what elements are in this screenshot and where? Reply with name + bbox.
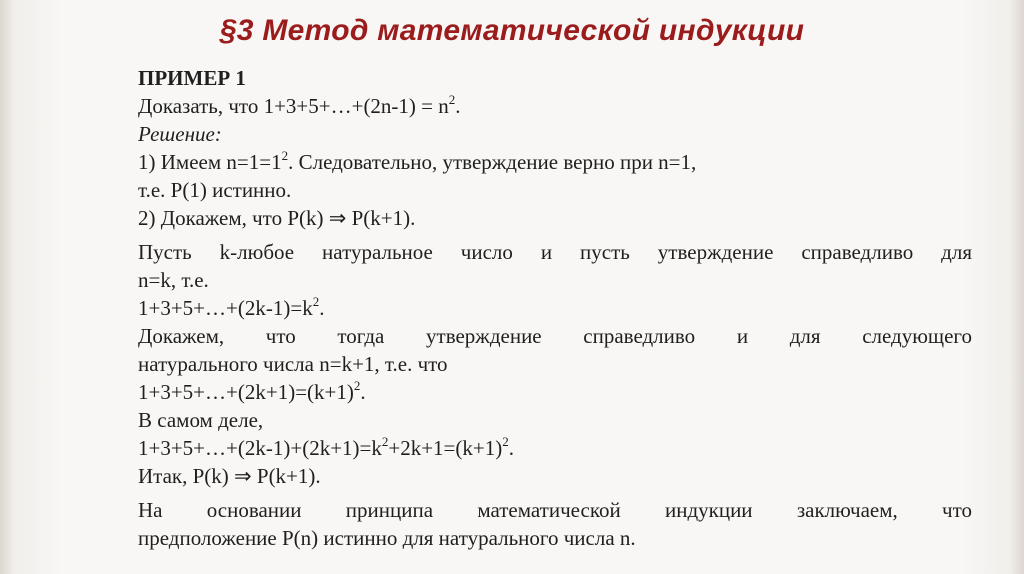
statement	[138, 92, 972, 120]
step1-tail: . Следовательно, утверждение верно при n=1,	[288, 150, 697, 174]
statement-tail: .	[455, 94, 461, 118]
eq-k1-sup: 2	[353, 378, 361, 393]
conclusion-line2: предположение P(n) истинно для натурального числа n.	[138, 526, 636, 550]
prove-next-line2: натурального числа n=k+1, т.е. что	[138, 352, 448, 376]
step2: 2) Докажем, что P(k) ⇒ P(k+1).	[138, 206, 416, 230]
eq-chain-tail: .	[508, 436, 514, 460]
step1-cont: т.е. P(1) истинно.	[138, 178, 292, 202]
eq-k1	[138, 378, 972, 406]
step1-sup: 2	[281, 148, 289, 163]
slide-title: §3 Метод математической индукции	[219, 14, 805, 47]
eq-k-text: 1+3+5+…+(2k-1)=k	[138, 296, 313, 320]
so: Итак, P(k) ⇒ P(k+1).	[138, 464, 321, 488]
assume-line2: n=k, т.е.	[138, 268, 209, 292]
assume-line1: Пусть k-любое натуральное число и пусть утверждение справедливо для	[138, 240, 972, 264]
eq-chain	[138, 434, 972, 462]
eq-k-tail: .	[319, 296, 325, 320]
slide-edge-left	[0, 0, 14, 574]
eq-k1-text: 1+3+5+…+(2k+1)=(k+1)	[138, 380, 354, 404]
slide-edge-right	[1010, 0, 1024, 574]
eq-k-sup: 2	[312, 294, 320, 309]
eq-k	[138, 294, 972, 322]
conclusion-line1: На основании принципа математической индукции заключаем, что	[138, 498, 972, 522]
solution-label: Решение:	[138, 122, 222, 146]
step1-text: 1) Имеем n=1=1	[138, 150, 282, 174]
statement-sup: 2	[448, 92, 456, 107]
eq-chain-sup1: 2	[381, 434, 389, 449]
step1	[138, 148, 972, 176]
example-label: ПРИМЕР 1	[138, 66, 246, 90]
indeed: В самом деле,	[138, 408, 264, 432]
prove-next-line1: Докажем, что тогда утверждение справедливо и для следующего	[138, 324, 972, 348]
slide-content	[138, 64, 972, 552]
eq-chain-b: +2k+1=(k+1)	[388, 436, 503, 460]
eq-chain-sup2: 2	[502, 434, 509, 449]
eq-chain-a: 1+3+5+…+(2k-1)+(2k+1)=k	[138, 436, 382, 460]
eq-k1-tail: .	[360, 380, 366, 404]
statement-text: Доказать, что 1+3+5+…+(2n-1) = n	[138, 94, 449, 118]
